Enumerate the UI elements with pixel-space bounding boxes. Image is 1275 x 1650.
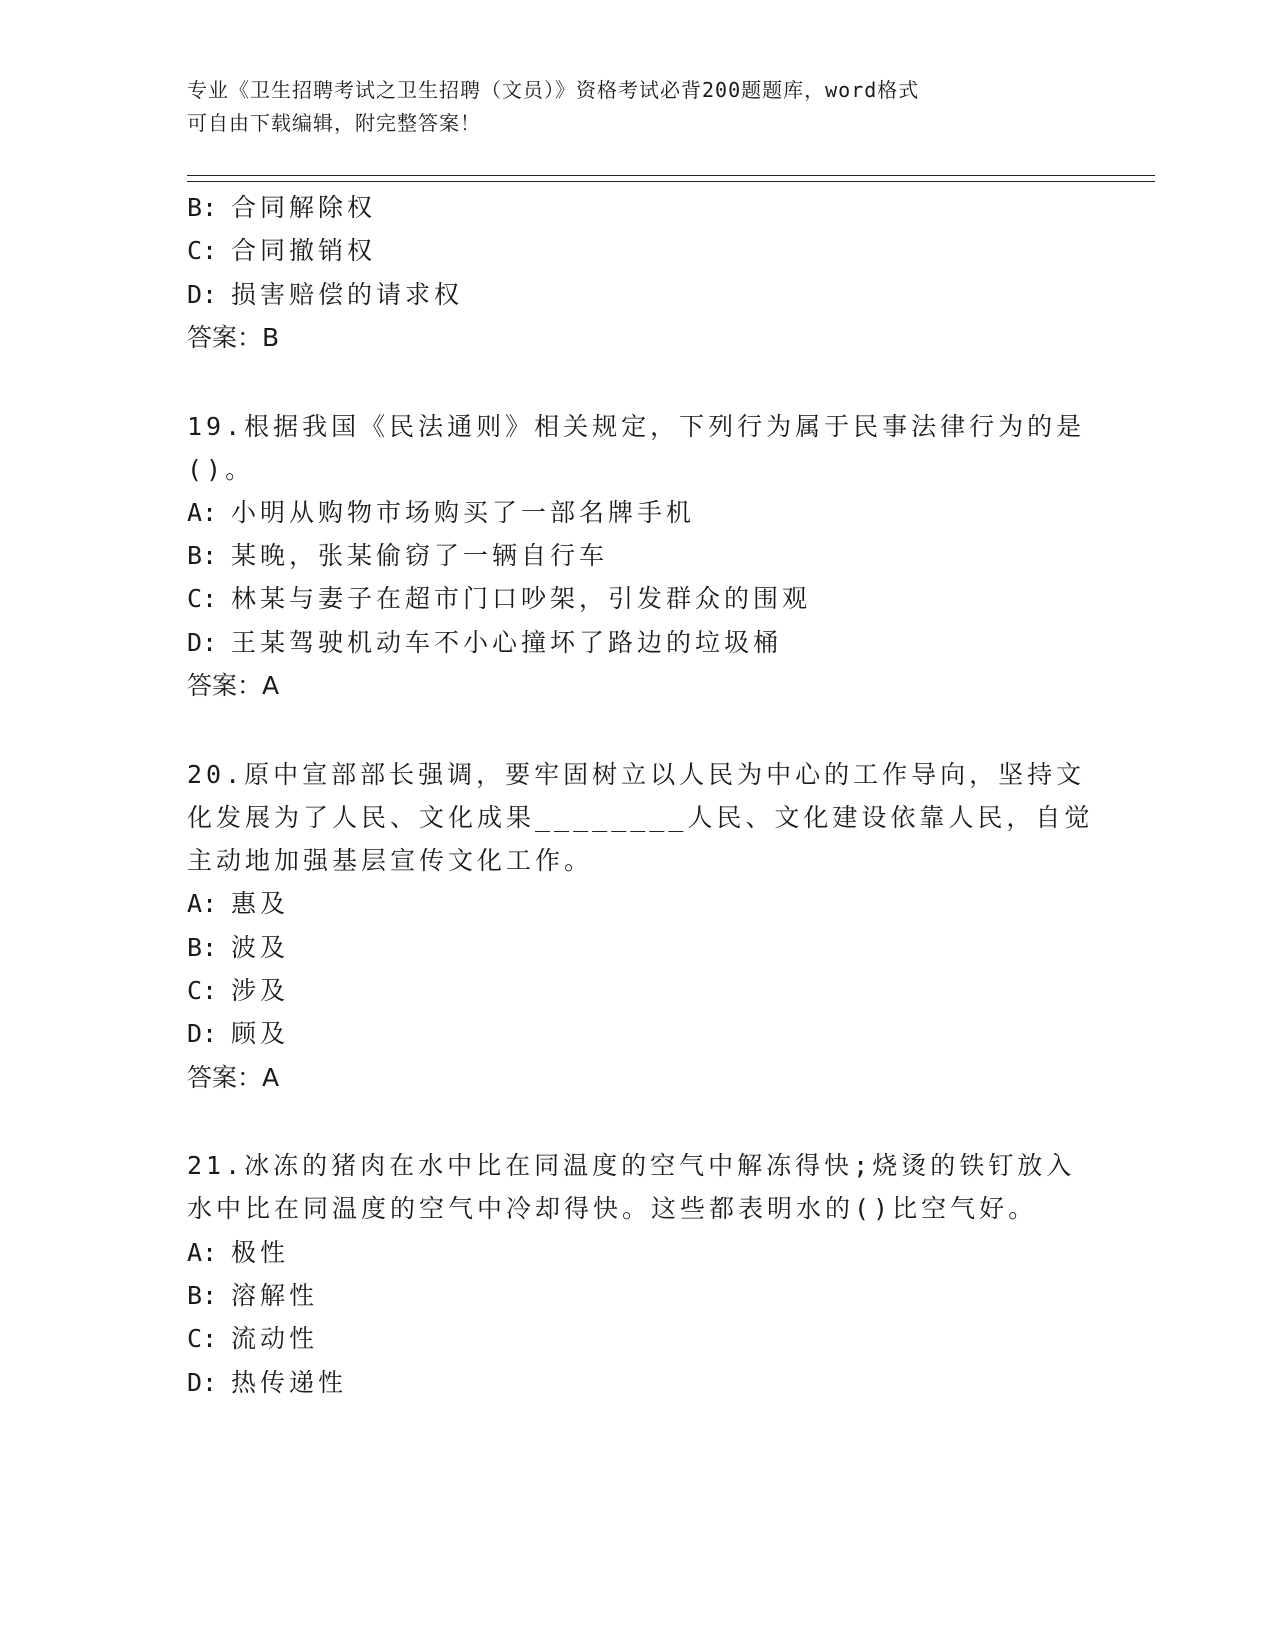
q19-stem-line-1: 19.根据我国《民法通则》相关规定，下列行为属于民事法律行为的是 bbox=[187, 412, 1086, 441]
q18-option-b bbox=[187, 193, 376, 223]
q20-option-b bbox=[187, 933, 289, 963]
option-text: 溶解性 bbox=[231, 1281, 319, 1310]
option-label: C: bbox=[187, 236, 218, 265]
q20-option-a bbox=[187, 889, 289, 919]
q19-option-a bbox=[187, 498, 695, 528]
q19-option-c bbox=[187, 584, 811, 614]
option-text: 极性 bbox=[231, 1238, 290, 1267]
q21-option-c bbox=[187, 1324, 318, 1354]
option-text: 波及 bbox=[231, 933, 290, 962]
option-label: C: bbox=[187, 584, 218, 613]
q20-stem-line-3: 主动地加强基层宣传文化工作。 bbox=[187, 846, 594, 875]
q18-answer: 答案：B bbox=[187, 323, 280, 352]
q19-option-d bbox=[187, 628, 782, 658]
header-line-1: 专业《卫生招聘考试之卫生招聘（文员）》资格考试必背200题题库，word格式 bbox=[187, 78, 920, 102]
option-text: 林某与妻子在超市门口吵架，引发群众的围观 bbox=[231, 584, 812, 613]
option-text: 合同撤销权 bbox=[231, 236, 377, 265]
q20-answer: 答案：A bbox=[187, 1063, 280, 1092]
q21-stem-line-2: 水中比在同温度的空气中冷却得快。这些都表明水的()比空气好。 bbox=[187, 1194, 1038, 1223]
option-label: A: bbox=[187, 498, 218, 527]
option-text: 热传递性 bbox=[231, 1368, 348, 1397]
option-text: 小明从购物市场购买了一部名牌手机 bbox=[231, 498, 696, 527]
q19-stem-line-2: ()。 bbox=[187, 455, 255, 484]
option-label: B: bbox=[187, 193, 218, 222]
q20-stem-line-1: 20.原中宣部部长强调，要牢固树立以人民为中心的工作导向，坚持文 bbox=[187, 760, 1086, 789]
q20-option-d bbox=[187, 1019, 289, 1049]
option-label: A: bbox=[187, 1238, 218, 1267]
q21-option-a bbox=[187, 1238, 289, 1268]
option-text: 惠及 bbox=[231, 889, 290, 918]
option-label: A: bbox=[187, 889, 218, 918]
q20-stem-line-2: 化发展为了人民、文化成果________人民、文化建设依靠人民，自觉 bbox=[187, 803, 1094, 832]
option-text: 顾及 bbox=[231, 1019, 290, 1048]
option-text: 某晚，张某偷窃了一辆自行车 bbox=[231, 541, 609, 570]
q21-option-b bbox=[187, 1281, 318, 1311]
option-label: B: bbox=[187, 1281, 218, 1310]
option-label: C: bbox=[187, 1324, 218, 1353]
q21-stem-line-1: 21.冰冻的猪肉在水中比在同温度的空气中解冻得快;烧烫的铁钉放入 bbox=[187, 1151, 1076, 1180]
option-text: 合同解除权 bbox=[231, 193, 377, 222]
header-rule-top bbox=[187, 175, 1155, 176]
header-line-2: 可自由下载编辑，附完整答案！ bbox=[187, 111, 481, 135]
q21-option-d bbox=[187, 1368, 347, 1398]
option-label: B: bbox=[187, 933, 218, 962]
option-label: D: bbox=[187, 628, 218, 657]
option-label: B: bbox=[187, 541, 218, 570]
q18-option-d bbox=[187, 280, 463, 310]
q19-answer: 答案：A bbox=[187, 671, 280, 700]
q20-option-c bbox=[187, 976, 289, 1006]
option-label: C: bbox=[187, 976, 218, 1005]
header-rule-bottom bbox=[187, 181, 1155, 182]
option-label: D: bbox=[187, 1019, 218, 1048]
option-label: D: bbox=[187, 1368, 218, 1397]
option-label: D: bbox=[187, 280, 218, 309]
q18-option-c bbox=[187, 236, 376, 266]
option-text: 损害赔偿的请求权 bbox=[231, 280, 464, 309]
option-text: 涉及 bbox=[231, 976, 290, 1005]
q19-option-b bbox=[187, 541, 608, 571]
option-text: 流动性 bbox=[231, 1324, 319, 1353]
document-header bbox=[187, 74, 1067, 140]
option-text: 王某驾驶机动车不小心撞坏了路边的垃圾桶 bbox=[231, 628, 783, 657]
